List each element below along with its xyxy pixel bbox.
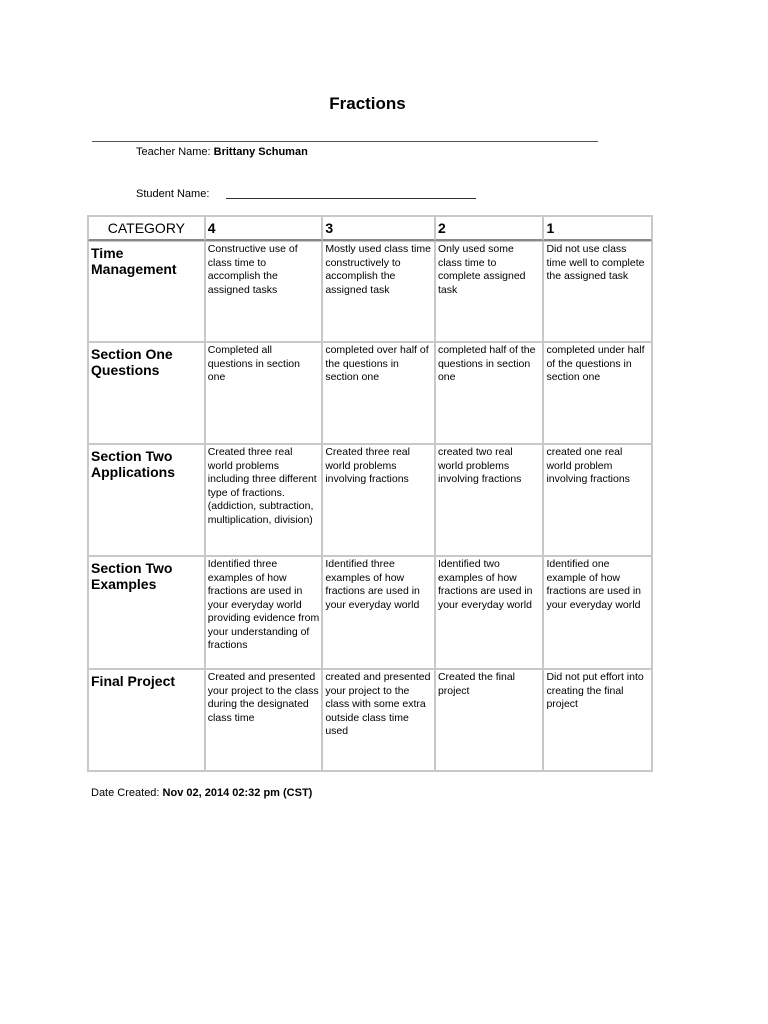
table-cell: Identified two examples of how fractions are used in your everyday world (435, 556, 544, 669)
table-row (88, 669, 652, 771)
table-cell: Identified three examples of how fractions are used in your everyday world (322, 556, 435, 669)
header-level-2: 2 (435, 216, 544, 241)
row-category: Section Two Applications (88, 444, 205, 556)
table-cell: Completed all questions in section one (205, 342, 323, 444)
student-name-blank (226, 187, 476, 199)
date-created (91, 787, 312, 799)
table-cell: Only used some class time to complete assigned task (435, 241, 544, 342)
table-cell: Did not put effort into creating the final project (543, 669, 652, 771)
table-cell: Constructive use of class time to accomplish the assigned tasks (205, 241, 323, 342)
student-label: Student Name: (136, 188, 210, 200)
row-category: Section One Questions (88, 342, 205, 444)
teacher-line (136, 146, 308, 158)
table-cell: Created three real world problems involving fractions (322, 444, 435, 556)
date-label: Date Created: (91, 787, 163, 799)
table-cell: completed over half of the questions in section one (322, 342, 435, 444)
page-title: Fractions (329, 94, 406, 113)
header-level-1: 1 (543, 216, 652, 241)
table-cell: Created and presented your project to the class during the designated class time (205, 669, 323, 771)
date-value: Nov 02, 2014 02:32 pm (CST) (162, 787, 313, 799)
title-divider (92, 141, 598, 142)
table-cell: completed under half of the questions in section one (543, 342, 652, 444)
table-cell: created two real world problems involving fractions (435, 444, 544, 556)
table-cell: Identified one example of how fractions are used in your everyday world (543, 556, 652, 669)
table-cell: created one real world problem involving fractions (543, 444, 652, 556)
row-category: Section Two Examples (88, 556, 205, 669)
table-row (88, 241, 652, 342)
row-category: Time Management (88, 241, 205, 342)
row-category: Final Project (88, 669, 205, 771)
header-category: CATEGORY (88, 216, 205, 241)
teacher-label: Teacher Name: (136, 146, 214, 158)
header-level-3: 3 (322, 216, 435, 241)
table-cell: created and presented your project to the class with some extra outside class time used (322, 669, 435, 771)
table-cell: Identified three examples of how fractions are used in your everyday world providing evidence from your understanding of fractions (205, 556, 323, 669)
table-cell: completed half of the questions in section one (435, 342, 544, 444)
table-row (88, 444, 652, 556)
table-cell: Created three real world problems including three different type of fractions.(addiction, subtraction, multiplication, division) (205, 444, 323, 556)
teacher-name: Brittany Schuman (213, 146, 308, 158)
table-row (88, 556, 652, 669)
table-cell: Mostly used class time constructively to accomplish the assigned task (322, 241, 435, 342)
rubric-table (87, 215, 653, 772)
table-row (88, 342, 652, 444)
table-cell: Did not use class time well to complete the assigned task (543, 241, 652, 342)
student-line (136, 187, 476, 200)
header-level-4: 4 (205, 216, 323, 241)
table-cell: Created the final project (435, 669, 544, 771)
header-row (88, 216, 652, 241)
